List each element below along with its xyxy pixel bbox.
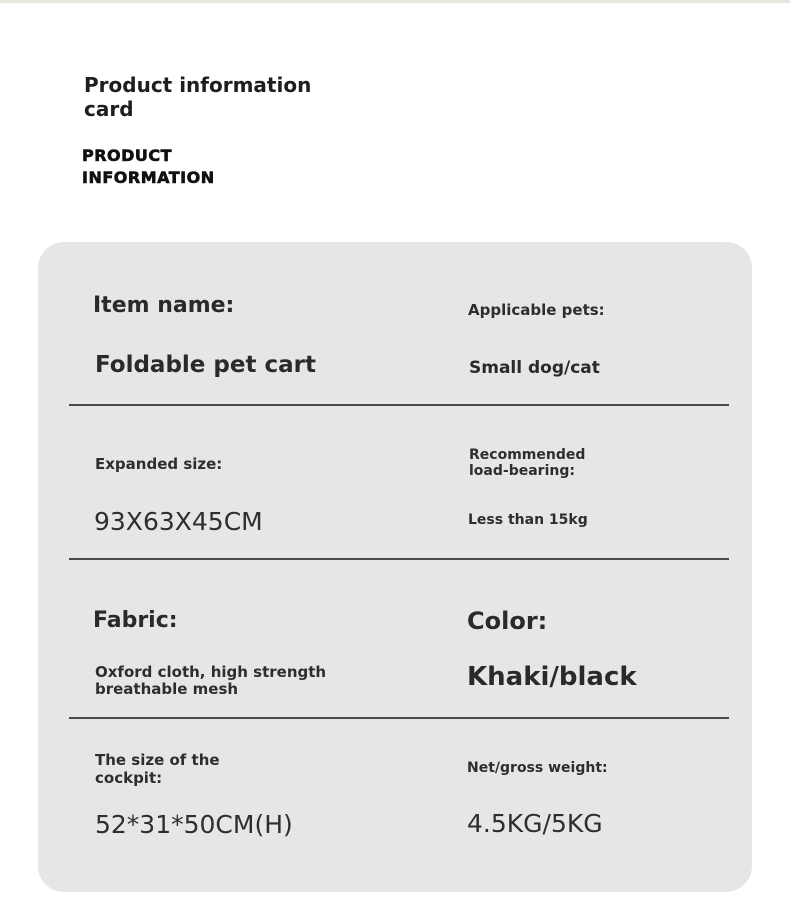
- cockpit-size-label: [95, 751, 220, 787]
- load-bearing-value: Less than 15kg: [468, 512, 588, 528]
- weight-value: 4.5KG/5KG: [467, 809, 603, 838]
- cockpit-size-label-line-1: The size of the: [95, 751, 220, 769]
- subtitle-line-1: PRODUCT: [82, 146, 173, 165]
- expanded-size-value: 93X63X45CM: [94, 507, 263, 536]
- fabric-value-line-1: Oxford cloth, high strength: [95, 663, 327, 681]
- weight-label: Net/gross weight:: [467, 760, 608, 776]
- row-divider-1: [69, 404, 729, 406]
- row-divider-3: [69, 717, 729, 719]
- fabric-value-line-2: breathable mesh: [95, 680, 239, 698]
- applicable-pets-value: Small dog/cat: [469, 358, 600, 378]
- item-name-label: Item name:: [93, 293, 235, 318]
- applicable-pets-label: Applicable pets:: [468, 301, 605, 319]
- subtitle-line-2: INFORMATION: [82, 168, 215, 187]
- product-info-card: [38, 242, 752, 892]
- cockpit-size-label-line-2: cockpit:: [95, 769, 163, 787]
- fabric-value: [95, 664, 326, 698]
- top-border-line: [0, 0, 790, 3]
- page-subtitle: [82, 145, 272, 189]
- load-bearing-label: [469, 447, 585, 479]
- page-title: Product information card: [84, 73, 312, 121]
- item-name-value: Foldable pet cart: [95, 352, 316, 378]
- load-bearing-label-line-1: Recommended: [469, 447, 586, 463]
- row-divider-2: [69, 558, 729, 560]
- color-value: Khaki/black: [467, 662, 637, 692]
- expanded-size-label: Expanded size:: [95, 455, 223, 473]
- load-bearing-label-line-2: load-bearing:: [469, 463, 575, 479]
- fabric-label: Fabric:: [93, 608, 178, 633]
- color-label: Color:: [467, 607, 548, 635]
- cockpit-size-value: 52*31*50CM(H): [95, 810, 293, 839]
